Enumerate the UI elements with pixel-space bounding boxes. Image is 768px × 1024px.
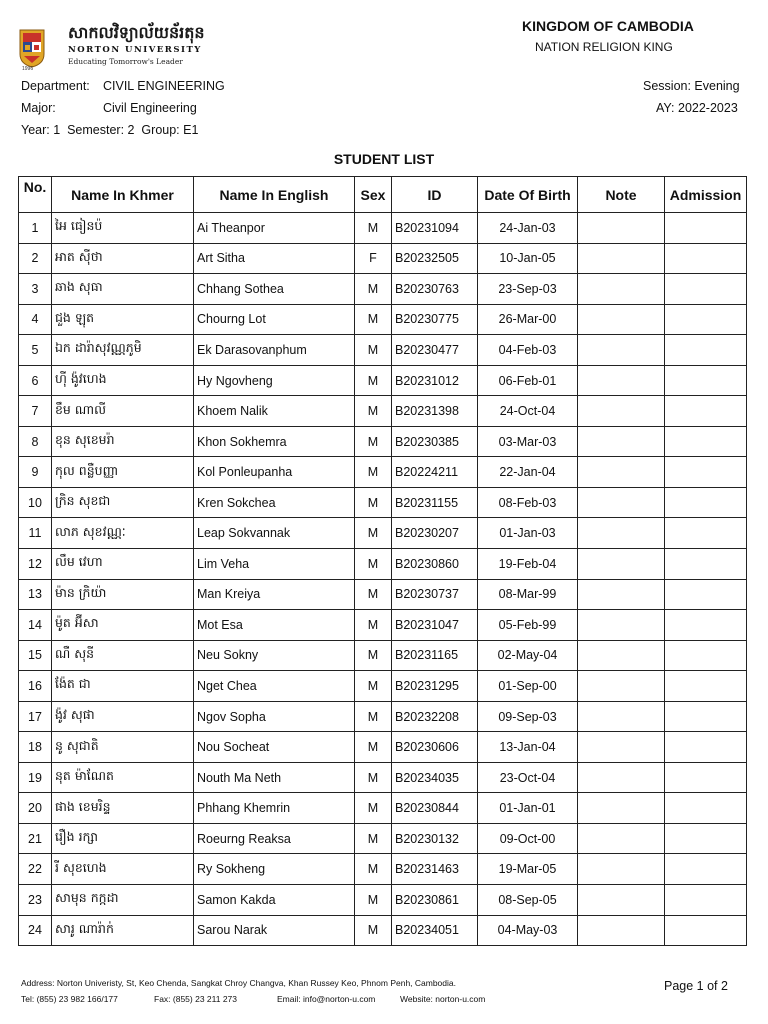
note-cell	[578, 457, 665, 488]
sex-cell: M	[355, 793, 392, 824]
name-khmer-cell: ង៉ែត ជា	[52, 671, 194, 702]
admission-cell	[665, 457, 747, 488]
note-cell	[578, 701, 665, 732]
name-english-cell: Nget Chea	[194, 671, 355, 702]
date-of-birth-cell: 19-Mar-05	[478, 854, 578, 885]
admission-cell	[665, 793, 747, 824]
admission-cell	[665, 732, 747, 763]
footer-tel: Tel: (855) 23 982 166/177	[21, 994, 118, 1004]
row-number-cell: 15	[19, 640, 52, 671]
name-khmer-cell: ហ៊ី ង៉ូវហេង	[52, 365, 194, 396]
row-number-cell: 19	[19, 762, 52, 793]
column-header: Note	[578, 177, 665, 213]
date-of-birth-cell: 08-Mar-99	[478, 579, 578, 610]
row-number-cell: 17	[19, 701, 52, 732]
row-number-cell: 8	[19, 426, 52, 457]
table-row	[19, 610, 747, 641]
student-id-cell: B20230207	[392, 518, 478, 549]
table-row	[19, 213, 747, 244]
admission-cell	[665, 426, 747, 457]
name-english-cell: Neu Sokny	[194, 640, 355, 671]
table-row	[19, 365, 747, 396]
table-row	[19, 426, 747, 457]
name-english-cell: Sarou Narak	[194, 915, 355, 946]
sex-cell: M	[355, 671, 392, 702]
row-number-cell: 2	[19, 243, 52, 274]
admission-cell	[665, 487, 747, 518]
note-cell	[578, 610, 665, 641]
major-value: Civil Engineering	[103, 101, 197, 115]
name-khmer-cell: ឯក ដារ៉ាសុវណ្ណភូមិ	[52, 335, 194, 366]
sex-cell: M	[355, 823, 392, 854]
column-header: No.	[19, 177, 52, 213]
student-id-cell: B20232208	[392, 701, 478, 732]
national-motto: NATION RELIGION KING	[535, 40, 673, 54]
note-cell	[578, 304, 665, 335]
row-number-cell: 18	[19, 732, 52, 763]
row-number-cell: 24	[19, 915, 52, 946]
academic-year: AY: 2022-2023	[656, 101, 738, 115]
name-english-cell: Man Kreiya	[194, 579, 355, 610]
page-number: Page 1 of 2	[664, 979, 728, 993]
date-of-birth-cell: 01-Jan-01	[478, 793, 578, 824]
name-khmer-cell: ង៉ូវ សុផា	[52, 701, 194, 732]
student-id-cell: B20230844	[392, 793, 478, 824]
date-of-birth-cell: 04-Feb-03	[478, 335, 578, 366]
admission-cell	[665, 365, 747, 396]
admission-cell	[665, 579, 747, 610]
date-of-birth-cell: 26-Mar-00	[478, 304, 578, 335]
student-id-cell: B20230775	[392, 304, 478, 335]
name-khmer-cell: នូ សុជាតិ	[52, 732, 194, 763]
name-english-cell: Hy Ngovheng	[194, 365, 355, 396]
student-id-cell: B20232505	[392, 243, 478, 274]
student-id-cell: B20224211	[392, 457, 478, 488]
admission-cell	[665, 640, 747, 671]
admission-cell	[665, 274, 747, 305]
table-row	[19, 671, 747, 702]
date-of-birth-cell: 02-May-04	[478, 640, 578, 671]
name-khmer-cell: ម៉ូត អ៊ីសា	[52, 610, 194, 641]
row-number-cell: 23	[19, 885, 52, 916]
name-english-cell: Ek Darasovanphum	[194, 335, 355, 366]
note-cell	[578, 213, 665, 244]
name-khmer-cell: សាមុន កក្កដា	[52, 885, 194, 916]
sex-cell: M	[355, 213, 392, 244]
column-header: Date Of Birth	[478, 177, 578, 213]
student-id-cell: B20230860	[392, 549, 478, 580]
name-english-cell: Kren Sokchea	[194, 487, 355, 518]
row-number-cell: 6	[19, 365, 52, 396]
row-number-cell: 20	[19, 793, 52, 824]
name-english-cell: Phhang Khemrin	[194, 793, 355, 824]
sex-cell: M	[355, 854, 392, 885]
table-row	[19, 823, 747, 854]
table-row	[19, 793, 747, 824]
sex-cell: M	[355, 732, 392, 763]
table-row	[19, 915, 747, 946]
sex-cell: M	[355, 426, 392, 457]
name-khmer-cell: ផាង ខេមរិន្ទ	[52, 793, 194, 824]
name-english-cell: Ry Sokheng	[194, 854, 355, 885]
row-number-cell: 7	[19, 396, 52, 427]
row-number-cell: 16	[19, 671, 52, 702]
footer-fax: Fax: (855) 23 211 273	[154, 994, 238, 1004]
row-number-cell: 14	[19, 610, 52, 641]
name-english-cell: Khon Sokhemra	[194, 426, 355, 457]
student-id-cell: B20230861	[392, 885, 478, 916]
row-number-cell: 4	[19, 304, 52, 335]
column-header: Name In Khmer	[52, 177, 194, 213]
name-english-cell: Chourng Lot	[194, 304, 355, 335]
year-semester-group: Year: 1 Semester: 2 Group: E1	[21, 123, 199, 137]
name-english-cell: Art Sitha	[194, 243, 355, 274]
note-cell	[578, 365, 665, 396]
name-khmer-cell: លាភ សុខវណ្ណៈ	[52, 518, 194, 549]
note-cell	[578, 518, 665, 549]
row-number-cell: 12	[19, 549, 52, 580]
student-id-cell: B20230606	[392, 732, 478, 763]
name-khmer-cell: ក្រិន សុខជា	[52, 487, 194, 518]
note-cell	[578, 885, 665, 916]
kingdom-heading: KINGDOM OF CAMBODIA	[522, 18, 694, 34]
student-id-cell: B20231165	[392, 640, 478, 671]
note-cell	[578, 274, 665, 305]
university-logo-icon	[18, 28, 46, 68]
name-khmer-cell: ខឹម ណាលី	[52, 396, 194, 427]
row-number-cell: 3	[19, 274, 52, 305]
sex-cell: M	[355, 365, 392, 396]
name-english-cell: Chhang Sothea	[194, 274, 355, 305]
admission-cell	[665, 213, 747, 244]
row-number-cell: 1	[19, 213, 52, 244]
note-cell	[578, 426, 665, 457]
note-cell	[578, 487, 665, 518]
name-khmer-cell: អៃ ធៀនប៉	[52, 213, 194, 244]
row-number-cell: 22	[19, 854, 52, 885]
sex-cell: M	[355, 396, 392, 427]
sex-cell: M	[355, 579, 392, 610]
sex-cell: M	[355, 762, 392, 793]
row-number-cell: 10	[19, 487, 52, 518]
table-row	[19, 396, 747, 427]
note-cell	[578, 640, 665, 671]
major-label: Major:	[21, 101, 56, 115]
admission-cell	[665, 885, 747, 916]
table-row	[19, 304, 747, 335]
note-cell	[578, 823, 665, 854]
university-khmer-name: សាកលវិទ្យាល័យន័រតុន	[68, 23, 205, 42]
sex-cell: M	[355, 885, 392, 916]
document-title: STUDENT LIST	[333, 151, 435, 167]
admission-cell	[665, 243, 747, 274]
student-id-cell: B20230763	[392, 274, 478, 305]
table-row	[19, 762, 747, 793]
admission-cell	[665, 915, 747, 946]
table-row	[19, 579, 747, 610]
name-english-cell: Ai Theanpor	[194, 213, 355, 244]
date-of-birth-cell: 10-Jan-05	[478, 243, 578, 274]
admission-cell	[665, 335, 747, 366]
column-header: Sex	[355, 177, 392, 213]
name-english-cell: Nou Socheat	[194, 732, 355, 763]
name-khmer-cell: លឹម វេហា	[52, 549, 194, 580]
note-cell	[578, 549, 665, 580]
date-of-birth-cell: 09-Sep-03	[478, 701, 578, 732]
student-id-cell: B20231398	[392, 396, 478, 427]
name-english-cell: Nouth Ma Neth	[194, 762, 355, 793]
date-of-birth-cell: 01-Jan-03	[478, 518, 578, 549]
sex-cell: M	[355, 274, 392, 305]
admission-cell	[665, 518, 747, 549]
date-of-birth-cell: 22-Jan-04	[478, 457, 578, 488]
sex-cell: M	[355, 457, 392, 488]
sex-cell: M	[355, 701, 392, 732]
admission-cell	[665, 671, 747, 702]
admission-cell	[665, 854, 747, 885]
row-number-cell: 13	[19, 579, 52, 610]
admission-cell	[665, 823, 747, 854]
date-of-birth-cell: 23-Sep-03	[478, 274, 578, 305]
name-khmer-cell: សារូ ណារ៉ាក់	[52, 915, 194, 946]
university-name: NORTON UNIVERSITY	[68, 45, 202, 55]
sex-cell: M	[355, 640, 392, 671]
table-row	[19, 487, 747, 518]
sex-cell: M	[355, 549, 392, 580]
name-khmer-cell: រឿង រក្សា	[52, 823, 194, 854]
column-header: Admission	[665, 177, 747, 213]
sex-cell: M	[355, 335, 392, 366]
note-cell	[578, 243, 665, 274]
founded-year: 1996	[22, 66, 34, 72]
student-id-cell: B20231047	[392, 610, 478, 641]
student-table	[18, 176, 747, 946]
note-cell	[578, 793, 665, 824]
date-of-birth-cell: 08-Feb-03	[478, 487, 578, 518]
row-number-cell: 9	[19, 457, 52, 488]
name-english-cell: Leap Sokvannak	[194, 518, 355, 549]
date-of-birth-cell: 01-Sep-00	[478, 671, 578, 702]
name-khmer-cell: ម៉ាន ក្រិយ៉ា	[52, 579, 194, 610]
admission-cell	[665, 549, 747, 580]
note-cell	[578, 335, 665, 366]
session: Session: Evening	[643, 79, 740, 93]
table-row	[19, 518, 747, 549]
student-id-cell: B20231463	[392, 854, 478, 885]
footer-website: Website: norton-u.com	[400, 994, 486, 1004]
table-header-row	[19, 177, 747, 213]
name-english-cell: Mot Esa	[194, 610, 355, 641]
department-value: CIVIL ENGINEERING	[103, 79, 225, 93]
note-cell	[578, 854, 665, 885]
admission-cell	[665, 304, 747, 335]
date-of-birth-cell: 23-Oct-04	[478, 762, 578, 793]
name-khmer-cell: ជួង ឡុត	[52, 304, 194, 335]
student-id-cell: B20231155	[392, 487, 478, 518]
column-header: ID	[392, 177, 478, 213]
name-khmer-cell: នុត ម៉ាណែត	[52, 762, 194, 793]
admission-cell	[665, 762, 747, 793]
sex-cell: M	[355, 610, 392, 641]
row-number-cell: 5	[19, 335, 52, 366]
row-number-cell: 11	[19, 518, 52, 549]
sex-cell: M	[355, 487, 392, 518]
column-header: Name In English	[194, 177, 355, 213]
university-tagline: Educating Tomorrow's Leader	[68, 57, 183, 66]
name-english-cell: Khoem Nalik	[194, 396, 355, 427]
date-of-birth-cell: 03-Mar-03	[478, 426, 578, 457]
name-khmer-cell: ឆាង សុធា	[52, 274, 194, 305]
admission-cell	[665, 610, 747, 641]
name-english-cell: Ngov Sopha	[194, 701, 355, 732]
admission-cell	[665, 701, 747, 732]
date-of-birth-cell: 19-Feb-04	[478, 549, 578, 580]
student-id-cell: B20234051	[392, 915, 478, 946]
name-khmer-cell: ខុន សុខេមរ៉ា	[52, 426, 194, 457]
footer-address: Address: Norton Univeristy, St, Keo Chenda, Sangkat Chroy Changva, Khan Russey Keo, Phnom Penh, Cambodia.	[21, 978, 456, 988]
sex-cell: M	[355, 518, 392, 549]
student-id-cell: B20230385	[392, 426, 478, 457]
date-of-birth-cell: 24-Oct-04	[478, 396, 578, 427]
student-id-cell: B20231012	[392, 365, 478, 396]
name-khmer-cell: ណឺ សុនី	[52, 640, 194, 671]
table-row	[19, 854, 747, 885]
date-of-birth-cell: 08-Sep-05	[478, 885, 578, 916]
note-cell	[578, 396, 665, 427]
student-id-cell: B20231094	[392, 213, 478, 244]
date-of-birth-cell: 13-Jan-04	[478, 732, 578, 763]
name-english-cell: Roeurng Reaksa	[194, 823, 355, 854]
department-label: Department:	[21, 79, 90, 93]
admission-cell	[665, 396, 747, 427]
table-row	[19, 335, 747, 366]
name-english-cell: Samon Kakda	[194, 885, 355, 916]
note-cell	[578, 732, 665, 763]
sex-cell: F	[355, 243, 392, 274]
table-row	[19, 885, 747, 916]
table-row	[19, 549, 747, 580]
table-row	[19, 732, 747, 763]
note-cell	[578, 579, 665, 610]
name-english-cell: Kol Ponleupanha	[194, 457, 355, 488]
student-id-cell: B20234035	[392, 762, 478, 793]
name-khmer-cell: អាត ស៊ីថា	[52, 243, 194, 274]
date-of-birth-cell: 04-May-03	[478, 915, 578, 946]
name-khmer-cell: កុល ពន្លឺបញ្ញា	[52, 457, 194, 488]
row-number-cell: 21	[19, 823, 52, 854]
table-row	[19, 701, 747, 732]
student-id-cell: B20230737	[392, 579, 478, 610]
student-id-cell: B20230477	[392, 335, 478, 366]
table-row	[19, 457, 747, 488]
table-row	[19, 243, 747, 274]
table-row	[19, 640, 747, 671]
name-english-cell: Lim Veha	[194, 549, 355, 580]
footer-email: Email: info@norton-u.com	[277, 994, 376, 1004]
date-of-birth-cell: 24-Jan-03	[478, 213, 578, 244]
table-row	[19, 274, 747, 305]
name-khmer-cell: រី សុខហេង	[52, 854, 194, 885]
note-cell	[578, 671, 665, 702]
student-id-cell: B20231295	[392, 671, 478, 702]
student-id-cell: B20230132	[392, 823, 478, 854]
note-cell	[578, 915, 665, 946]
sex-cell: M	[355, 304, 392, 335]
sex-cell: M	[355, 915, 392, 946]
note-cell	[578, 762, 665, 793]
date-of-birth-cell: 05-Feb-99	[478, 610, 578, 641]
date-of-birth-cell: 09-Oct-00	[478, 823, 578, 854]
date-of-birth-cell: 06-Feb-01	[478, 365, 578, 396]
